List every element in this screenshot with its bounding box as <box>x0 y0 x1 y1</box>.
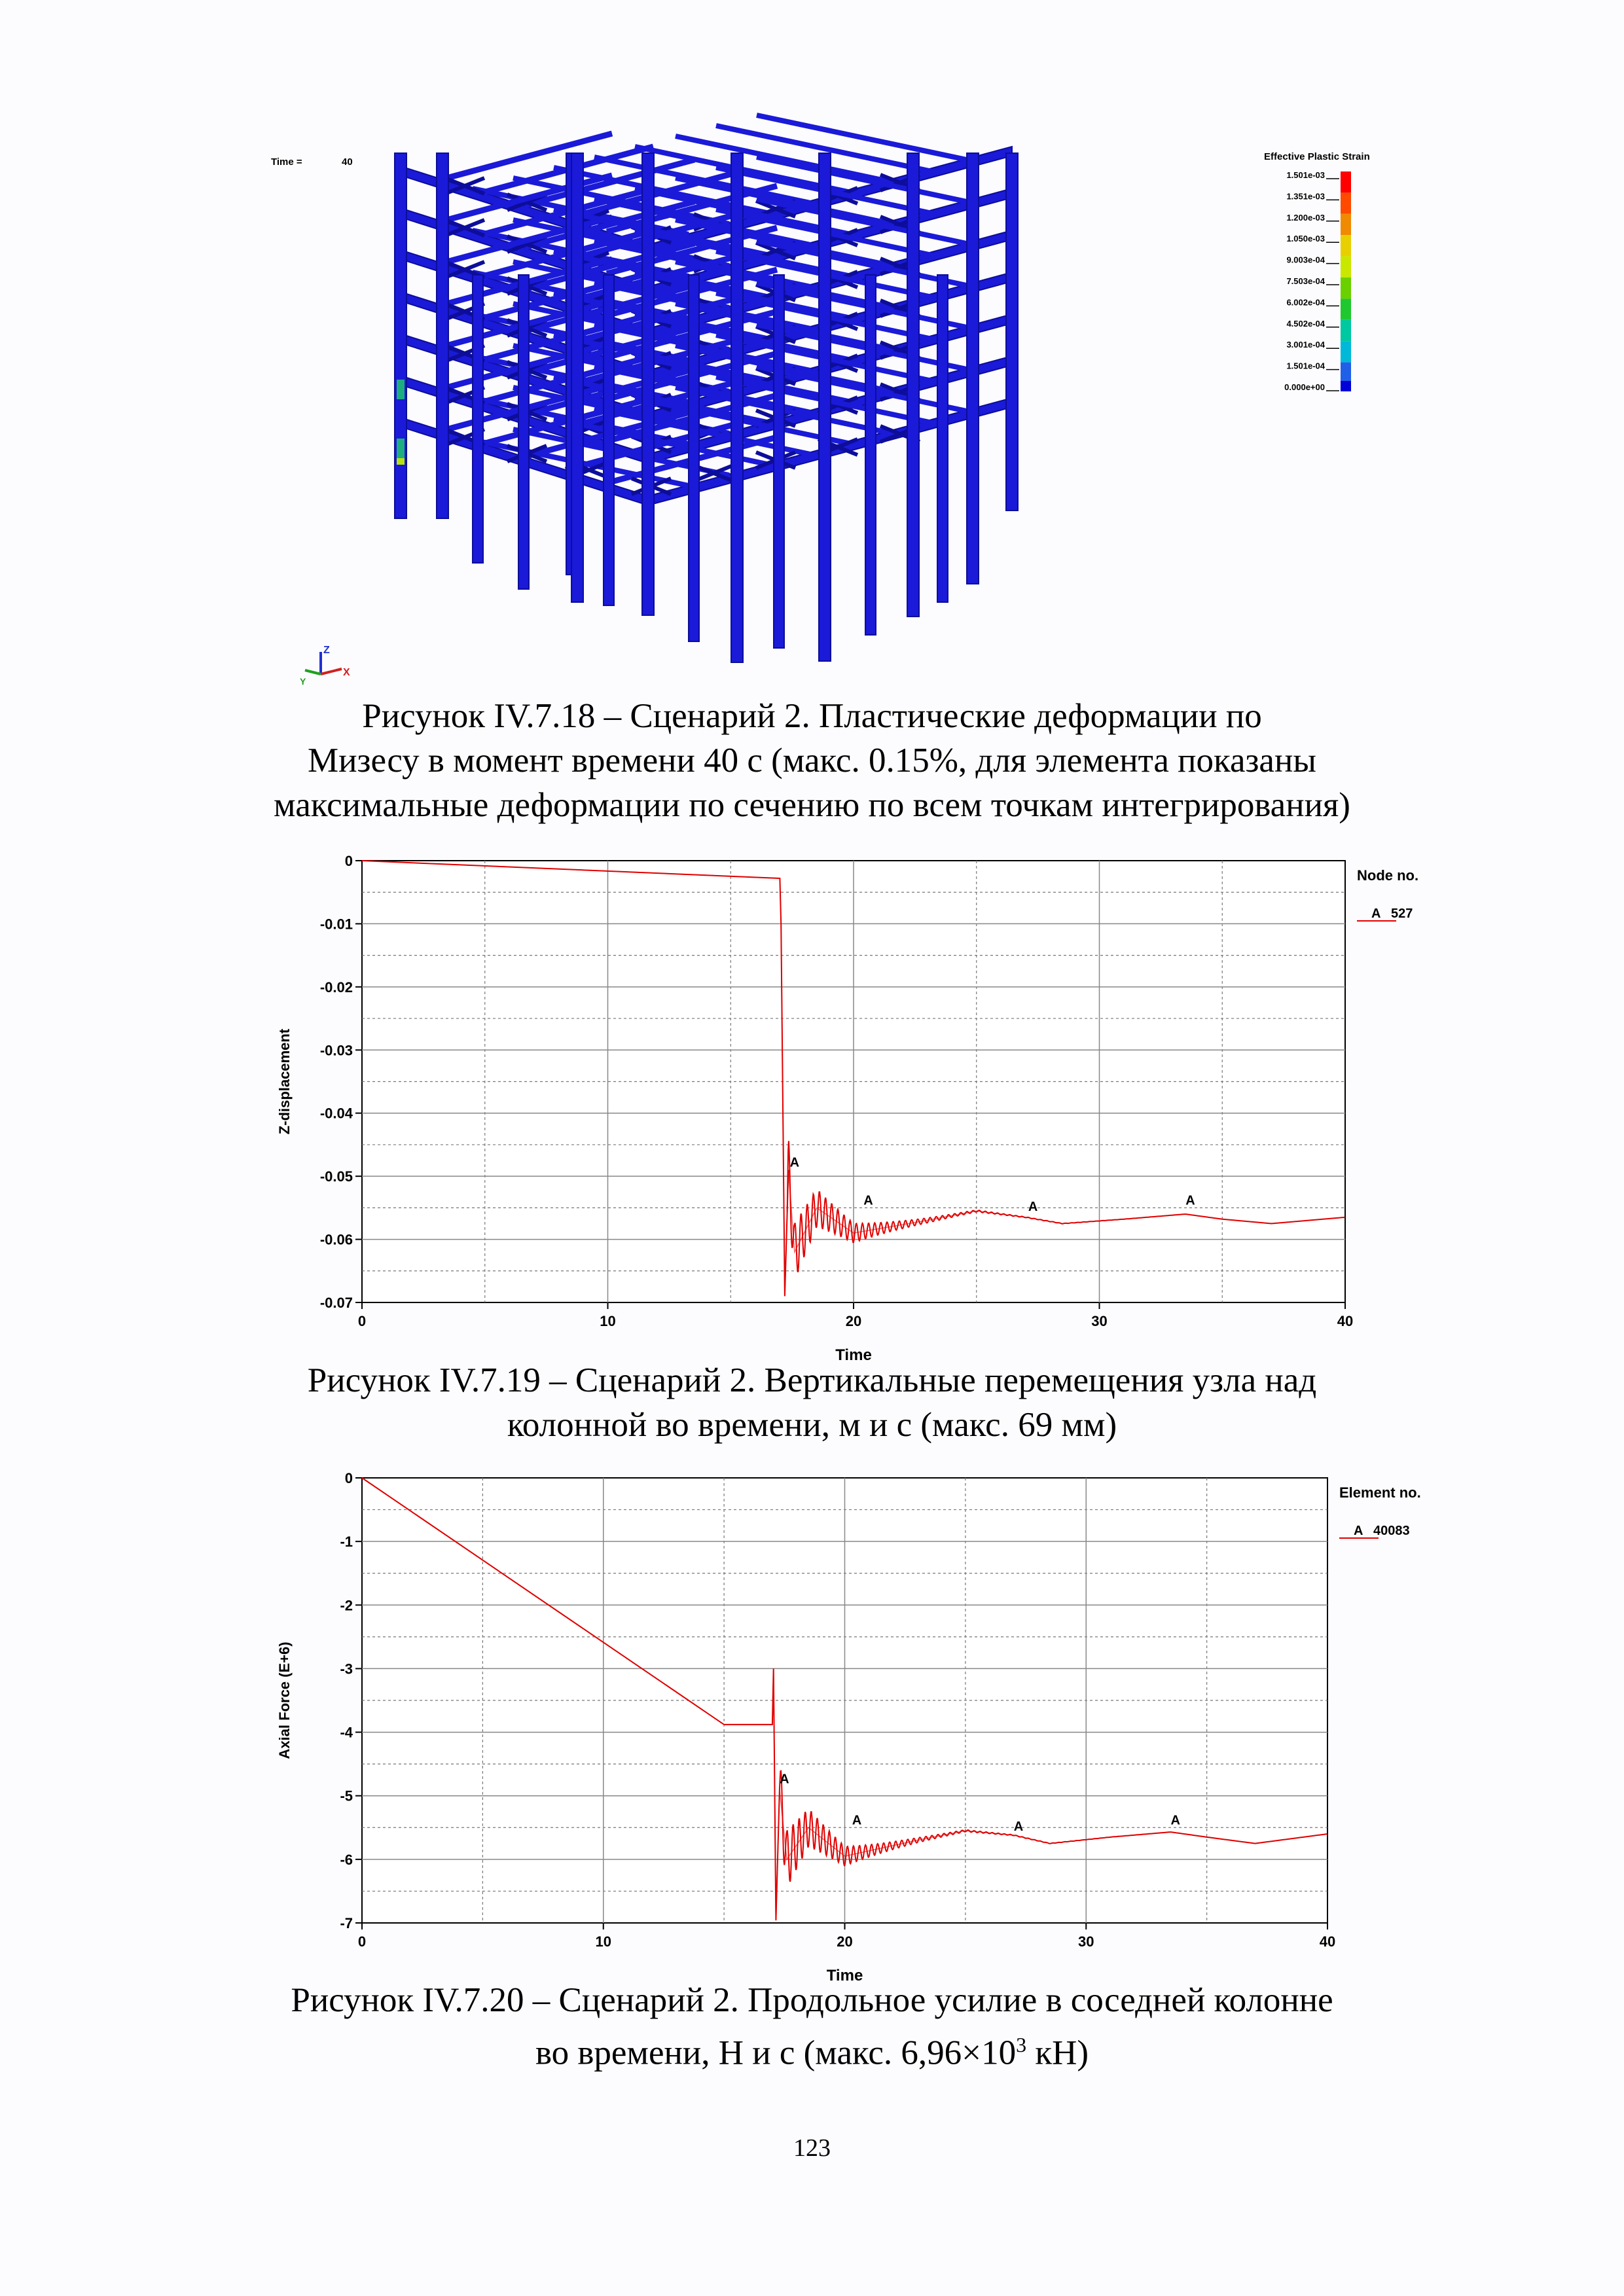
x-axis-label: Time <box>826 1967 863 1984</box>
legend-value: 9.003e-04 <box>1286 255 1325 265</box>
y-tick-label: -0.07 <box>319 1295 353 1311</box>
y-tick-label: -2 <box>340 1597 353 1614</box>
legend-marker: A <box>1371 906 1381 921</box>
column <box>473 275 483 563</box>
legend-marker: A <box>1354 1524 1363 1538</box>
column <box>967 153 979 584</box>
y-tick-label: 0 <box>344 853 353 869</box>
column <box>937 275 948 602</box>
legend-title: Element no. <box>1339 1484 1421 1501</box>
column <box>907 153 919 617</box>
legend-value: 3.001e-04 <box>1286 340 1325 350</box>
coordinate-axes-icon <box>300 645 350 687</box>
x-tick-label: 40 <box>1319 1933 1336 1950</box>
column <box>437 153 448 518</box>
legend-color-swatch <box>1341 381 1351 391</box>
caption-fig-19: Рисунок IV.7.19 – Сценарий 2. Вертикальные перемещения узла над колонной во времени, м и с (макс. 69 мм) <box>307 1361 1317 1444</box>
x-tick-label: 10 <box>600 1313 616 1329</box>
svg-text:Z: Z <box>323 645 330 656</box>
column <box>865 275 876 635</box>
legend-series-name: 527 <box>1391 906 1413 921</box>
x-tick-label: 30 <box>1091 1313 1108 1329</box>
x-tick-label: 0 <box>357 1313 367 1329</box>
column <box>571 153 583 602</box>
column <box>1006 153 1018 511</box>
series-marker: A <box>863 1193 873 1208</box>
legend-color-swatch <box>1341 171 1351 192</box>
y-tick-label: -5 <box>340 1787 353 1804</box>
x-tick-label: 10 <box>595 1933 611 1950</box>
y-tick-label: -0.02 <box>319 978 353 996</box>
svg-text:X: X <box>343 667 350 678</box>
legend-color-swatch <box>1341 214 1351 235</box>
caption-fig-18: Рисунок IV.7.18 – Сценарий 2. Пластические деформации по Мизесу в момент времени 40 с (макс. 0.15%, для элемента показаны максимальные деформации по сечению по всем точкам интегрирования) <box>274 697 1350 824</box>
y-tick-label: -3 <box>340 1660 353 1677</box>
series-marker: A <box>1185 1193 1195 1208</box>
column <box>731 153 743 662</box>
series-marker: A <box>1028 1200 1038 1215</box>
series-marker: A <box>780 1772 789 1787</box>
y-tick-label: -0.04 <box>319 1105 353 1122</box>
y-axis-label: Z-displacement <box>276 1028 293 1135</box>
series-marker: A <box>789 1155 800 1170</box>
column <box>689 275 699 641</box>
column <box>604 275 614 605</box>
legend-color-swatch <box>1341 320 1351 341</box>
column <box>774 275 784 648</box>
legend-color-swatch <box>1341 341 1351 362</box>
y-axis-label: Axial Force (E+6) <box>276 1641 293 1759</box>
legend-value: 1.501e-04 <box>1286 361 1325 371</box>
y-tick-label: -7 <box>340 1915 353 1931</box>
y-tick-label: -0.06 <box>319 1231 353 1248</box>
x-tick-label: 20 <box>837 1933 853 1950</box>
series-marker: A <box>1013 1820 1024 1835</box>
legend-color-swatch <box>1341 192 1351 213</box>
series-marker: A <box>1170 1813 1180 1828</box>
column <box>518 275 529 589</box>
legend-color-swatch <box>1341 257 1351 278</box>
time-label: Time = <box>271 156 302 168</box>
legend-value: 1.200e-03 <box>1286 212 1325 223</box>
plastic-strain-legend <box>1262 148 1419 410</box>
time-value: 40 <box>342 156 353 168</box>
y-tick-label: -0.01 <box>319 916 353 933</box>
legend-color-swatch <box>1341 278 1351 298</box>
legend-value: 1.501e-03 <box>1286 170 1325 180</box>
structure-frame <box>395 115 1018 662</box>
y-tick-label: -0.03 <box>319 1042 353 1059</box>
building-fem-render <box>249 144 1427 687</box>
legend-value: 6.002e-04 <box>1286 297 1325 308</box>
y-tick-label: -4 <box>340 1724 353 1741</box>
x-tick-label: 0 <box>357 1933 367 1950</box>
y-tick-label: -6 <box>340 1851 353 1868</box>
x-axis-label: Time <box>835 1346 872 1364</box>
x-tick-label: 30 <box>1078 1933 1094 1950</box>
legend-color-swatch <box>1341 235 1351 256</box>
column <box>642 153 654 615</box>
legend-series-name: 40083 <box>1373 1524 1410 1538</box>
legend-value: 7.503e-04 <box>1286 276 1325 286</box>
page-number: 123 <box>793 2134 831 2162</box>
legend-color-swatch <box>1341 363 1351 384</box>
axial-force-chart <box>262 1456 1479 1984</box>
legend-title: Node no. <box>1357 867 1419 884</box>
x-tick-label: 20 <box>845 1313 862 1329</box>
legend-value: 4.502e-04 <box>1286 318 1325 329</box>
svg-text:Y: Y <box>300 676 306 687</box>
x-tick-label: 40 <box>1337 1313 1354 1329</box>
y-tick-label: -0.05 <box>319 1168 353 1185</box>
caption-fig-20: Рисунок IV.7.20 – Сценарий 2. Продольное усилие в соседней колонне во времени, Н и с (макс. $6,96\times 10^3$ кН) <box>291 1981 1333 2072</box>
y-tick-label: -1 <box>340 1534 353 1551</box>
z-displacement-chart <box>262 841 1479 1364</box>
y-tick-label: 0 <box>344 1470 353 1486</box>
column <box>819 153 831 661</box>
legend-value: 0.000e+00 <box>1284 382 1325 392</box>
legend-title: Effective Plastic Strain <box>1264 151 1370 162</box>
legend-value: 1.050e-03 <box>1286 234 1325 244</box>
legend-value: 1.351e-03 <box>1286 191 1325 202</box>
legend-color-swatch <box>1341 298 1351 319</box>
series-marker: A <box>852 1813 862 1828</box>
